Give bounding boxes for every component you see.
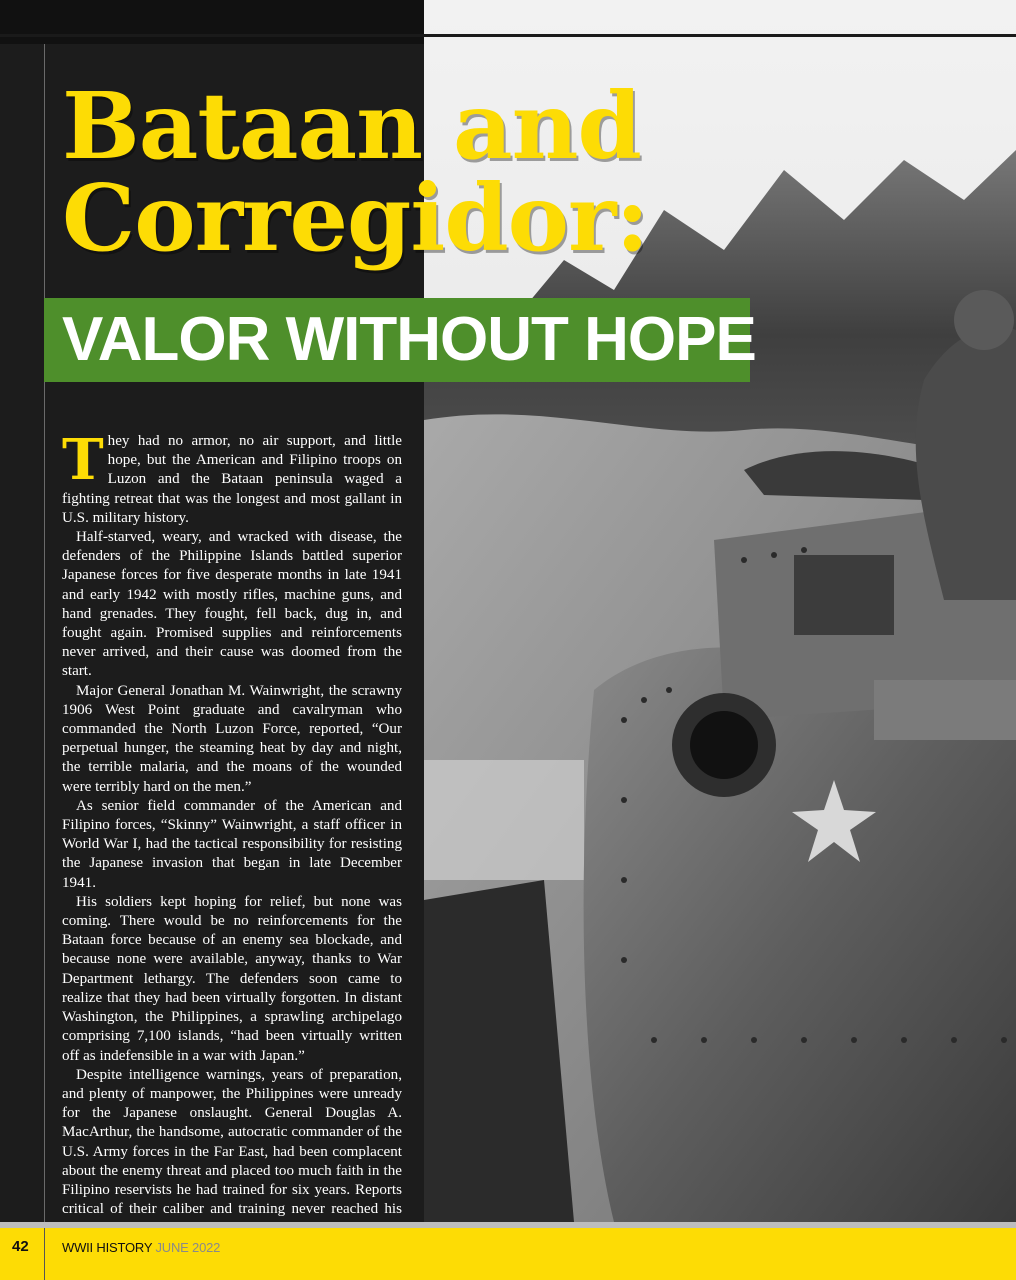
subtitle: VALOR WITHOUT HOPE [62,305,756,374]
page-footer [0,1228,1016,1280]
top-rule [0,34,1016,37]
margin-rule [44,44,45,1222]
article-body [62,427,402,1239]
page-number: 42 [12,1238,29,1255]
running-head [62,1240,220,1255]
paragraph: Half-starved, weary, and wracked with disease, the defenders of the Philippine Islands battled superior Japanese forces for five desperate months in late 1941 and early 1942 with mostly rifles, machine guns, and hand grenades. They fought, fell back, dug in, and fought again. Promised supplies and reinforcements never arrived, and their cause was doomed from the start. [62,529,402,680]
headline [62,72,782,272]
headline-line-2: Corregidor: [62,164,649,272]
publication-name: WWII HISTORY [62,1240,153,1255]
paragraph-text: hey had no armor, no air support, and little hope, but the American and Filipino troops on Luzon and the Bataan peninsula waged a fighting retreat that was the longest and most gallant in U.S. military history. [62,433,402,526]
headline-line-1: Bataan and [62,72,641,180]
paragraph [62,427,402,528]
paragraph: Despite intelligence warnings, years of preparation, and plenty of manpower, the Philippines were unready for the Japanese onslaught. General Douglas A. MacArthur, the handsome, autocratic commander of the U.S. Army forces in the Far East, had been complacent about the enemy threat and placed too much faith in the Filipino reservists he had trained for six years. Reports critical of their caliber and training never reached his [62,1066,402,1218]
paragraph: As senior field commander of the American and Filipino forces, “Skinny” Wainwright, a staff officer in World War I, had the tactical responsibility for resisting the Japanese invasion that began in late December 1941. [62,797,402,891]
paragraph: His soldiers kept hoping for relief, but none was coming. There would be no reinforcements for the Bataan force because of an enemy sea blockade, and because none were available, anyway, thanks to War Department lethargy. The defenders soon came to realize that they had been virtually forgotten. In distant Washington, the Philippines, a sprawling archipelago comprising 7,100 islands, “had been virtually written off as indefensible in a war with Japan.” [62,893,402,1064]
issue-date: JUNE 2022 [155,1240,221,1255]
paragraph: Major General Jonathan M. Wainwright, the scrawny 1906 West Point graduate and cavalryman who commanded the North Luzon Force, reported, “Our perpetual hunger, the steaming heat by day and night, the terrible malaria, and the moans of the wounded were terribly hard on the men.” [62,682,402,795]
footer-divider [44,1228,45,1280]
drop-cap: T [62,427,104,493]
top-strip-black [0,0,424,44]
